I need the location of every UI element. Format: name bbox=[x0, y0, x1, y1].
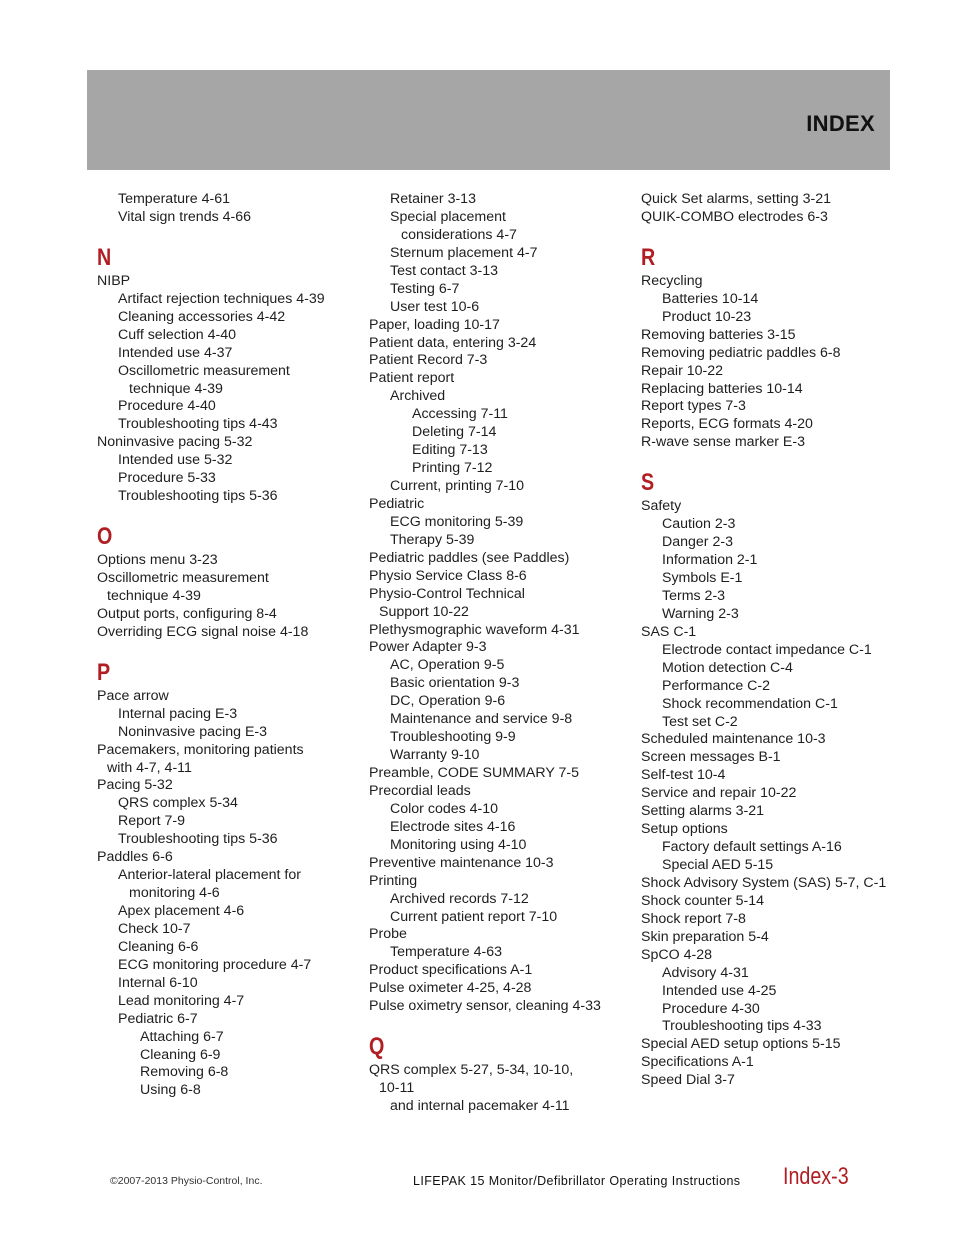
index-entry: Pace arrow bbox=[97, 687, 169, 704]
index-subentry: Warning 2-3 bbox=[662, 605, 739, 622]
index-entry: Repair 10-22 bbox=[641, 362, 724, 379]
footer-copyright: ©2007-2013 Physio-Control, Inc. bbox=[110, 1175, 263, 1187]
index-entry: Patient Record 7-3 bbox=[369, 352, 488, 369]
index-subentry: Terms 2-3 bbox=[662, 587, 726, 604]
index-subentry: Special placement bbox=[390, 208, 506, 225]
index-entry: Screen messages B-1 bbox=[641, 749, 781, 766]
index-subentry: technique 4-39 bbox=[129, 380, 223, 397]
index-entry: Output ports, configuring 8-4 bbox=[97, 605, 277, 622]
index-subentry: Troubleshooting tips 4-33 bbox=[662, 1018, 822, 1035]
index-subentry: Product 10-23 bbox=[662, 308, 752, 325]
index-subentry: Electrode sites 4-16 bbox=[390, 818, 516, 835]
index-subentry: Temperature 4-61 bbox=[118, 191, 230, 207]
index-subentry: Therapy 5-39 bbox=[390, 531, 475, 548]
index-subentry: Archived records 7-12 bbox=[390, 890, 529, 907]
index-entry: Plethysmographic waveform 4-31 bbox=[369, 621, 580, 638]
footer-document-title: LIFEPAK 15 Monitor/Defibrillator Operating Instructions bbox=[413, 1174, 741, 1188]
index-subentry: Information 2-1 bbox=[662, 552, 758, 569]
index-subentry: Anterior-lateral placement for bbox=[118, 867, 301, 884]
index-subentry: Internal 6-10 bbox=[118, 974, 198, 991]
index-subentry: Temperature 4-63 bbox=[390, 944, 502, 961]
index-subentry: Motion detection C-4 bbox=[662, 659, 793, 676]
index-entry: Report types 7-3 bbox=[641, 398, 746, 415]
index-subentry: Procedure 4-40 bbox=[118, 398, 216, 415]
index-entry: Scheduled maintenance 10-3 bbox=[641, 731, 826, 748]
index-subentry: Current patient report 7-10 bbox=[390, 908, 558, 925]
index-entry: Shock Advisory System (SAS) 5-7, C-1 bbox=[641, 874, 887, 891]
index-subentry: Sternum placement 4-7 bbox=[390, 244, 538, 261]
index-entry: Speed Dial 3-7 bbox=[641, 1072, 735, 1089]
index-subentry: Pediatric 6-7 bbox=[118, 1010, 198, 1027]
index-subentry: Oscillometric measurement bbox=[118, 362, 290, 379]
index-subentry: Intended use 5-32 bbox=[118, 452, 233, 469]
index-entry: Pediatric paddles (see Paddles) bbox=[369, 549, 570, 566]
index-subentry: Warranty 9-10 bbox=[390, 747, 480, 764]
index-entry: Shock report 7-8 bbox=[641, 910, 746, 927]
index-entry: Recycling bbox=[641, 272, 703, 289]
index-entry: Self-test 10-4 bbox=[641, 767, 726, 784]
index-subentry: Danger 2-3 bbox=[662, 534, 733, 551]
index-entry: Pacing 5-32 bbox=[97, 777, 173, 794]
index-subentry: Check 10-7 bbox=[118, 920, 191, 937]
section-letter: N bbox=[97, 243, 112, 271]
index-entry: SpCO 4-28 bbox=[641, 946, 712, 963]
index-entry: Oscillometric measurement bbox=[97, 570, 269, 586]
index-subentry: monitoring 4-6 bbox=[129, 885, 220, 902]
index-subentry: Monitoring using 4-10 bbox=[390, 836, 527, 853]
index-subentry: Removing 6-8 bbox=[140, 1064, 229, 1081]
index-entry: Setup options bbox=[641, 821, 728, 838]
index-subentry: Retainer 3-13 bbox=[390, 191, 476, 207]
index-entry: Removing batteries 3-15 bbox=[641, 326, 796, 343]
index-subentry: Special AED 5-15 bbox=[662, 857, 774, 873]
index-entry: Quick Set alarms, setting 3-21 bbox=[641, 191, 832, 207]
index-subentry: Apex placement 4-6 bbox=[118, 903, 245, 919]
index-subentry: Archived bbox=[390, 388, 446, 405]
index-entry: Printing bbox=[369, 872, 418, 889]
index-subentry: Current, printing 7-10 bbox=[390, 478, 525, 494]
index-column-2 bbox=[369, 191, 634, 1116]
index-entry: Physio-Control Technical bbox=[369, 585, 525, 602]
index-subentry: Report 7-9 bbox=[118, 813, 186, 830]
index-entry: Precordial leads bbox=[369, 782, 471, 799]
index-entry: Skin preparation 5-4 bbox=[641, 928, 769, 945]
index-entry: QUIK-COMBO electrodes 6-3 bbox=[641, 208, 828, 225]
index-entry: Removing pediatric paddles 6-8 bbox=[641, 344, 841, 361]
index-subentry: Cleaning accessories 4-42 bbox=[118, 308, 286, 325]
index-column-1 bbox=[97, 191, 362, 1100]
index-subentry: 10-11 bbox=[379, 1080, 415, 1097]
index-subentry: Troubleshooting tips 5-36 bbox=[118, 831, 278, 848]
index-subentry: Procedure 5-33 bbox=[118, 470, 216, 487]
index-subentry: Internal pacing E-3 bbox=[118, 705, 238, 722]
index-subentry: Shock recommendation C-1 bbox=[662, 695, 838, 712]
index-entry: Probe bbox=[369, 926, 407, 943]
index-entry: Options menu 3-23 bbox=[97, 552, 218, 569]
index-entry: Pulse oximetry sensor, cleaning 4-33 bbox=[369, 998, 601, 1015]
section-letter: O bbox=[97, 523, 113, 551]
index-subentry: Lead monitoring 4-7 bbox=[118, 992, 245, 1009]
index-subentry: Printing 7-12 bbox=[412, 460, 493, 477]
index-subentry: Test set C-2 bbox=[662, 713, 738, 730]
index-entry: Paper, loading 10-17 bbox=[369, 316, 500, 333]
index-subentry: Attaching 6-7 bbox=[140, 1028, 224, 1045]
index-entry: Shock counter 5-14 bbox=[641, 892, 765, 909]
index-subentry: Cleaning 6-6 bbox=[118, 938, 199, 955]
index-subentry: Using 6-8 bbox=[140, 1082, 201, 1099]
index-subentry: Testing 6-7 bbox=[390, 280, 460, 297]
index-subentry: with 4-7, 4-11 bbox=[107, 759, 192, 776]
index-subentry: considerations 4-7 bbox=[401, 226, 517, 243]
section-letter: R bbox=[641, 243, 656, 271]
index-subentry: Accessing 7-11 bbox=[412, 406, 508, 423]
index-entry: Setting alarms 3-21 bbox=[641, 803, 765, 820]
index-entry: Preamble, CODE SUMMARY 7-5 bbox=[369, 765, 579, 781]
index-subentry: QRS complex 5-34 bbox=[118, 795, 238, 812]
index-subentry: Electrode contact impedance C-1 bbox=[662, 641, 872, 658]
index-subentry: technique 4-39 bbox=[107, 587, 201, 604]
index-entry: Physio Service Class 8-6 bbox=[369, 567, 527, 584]
index-subentry: ECG monitoring procedure 4-7 bbox=[118, 956, 312, 973]
index-entry: Noninvasive pacing 5-32 bbox=[97, 434, 253, 451]
index-entry: Power Adapter 9-3 bbox=[369, 639, 487, 656]
index-subentry: Symbols E-1 bbox=[662, 570, 743, 586]
section-letter: S bbox=[641, 469, 655, 497]
index-entry: Patient report bbox=[369, 370, 455, 387]
index-entry: Paddles 6-6 bbox=[97, 849, 173, 866]
index-subentry: Cleaning 6-9 bbox=[140, 1046, 221, 1063]
index-subentry: DC, Operation 9-6 bbox=[390, 693, 506, 710]
section-letter: Q bbox=[369, 1033, 385, 1061]
index-subentry: Batteries 10-14 bbox=[662, 290, 759, 307]
index-subentry: Maintenance and service 9-8 bbox=[390, 711, 573, 728]
index-subentry: Cuff selection 4-40 bbox=[118, 326, 237, 343]
page-title: INDEX bbox=[806, 111, 875, 136]
index-subentry: Editing 7-13 bbox=[412, 442, 488, 459]
index-subentry: Basic orientation 9-3 bbox=[390, 675, 520, 692]
index-entry: Reports, ECG formats 4-20 bbox=[641, 416, 813, 433]
index-entry: SAS C-1 bbox=[641, 623, 697, 640]
index-entry: Safety bbox=[641, 498, 682, 515]
index-subentry: User test 10-6 bbox=[390, 298, 480, 315]
index-entry: Service and repair 10-22 bbox=[641, 785, 797, 802]
index-entry: Preventive maintenance 10-3 bbox=[369, 854, 554, 871]
index-subentry: AC, Operation 9-5 bbox=[390, 657, 505, 674]
index-subentry: ECG monitoring 5-39 bbox=[390, 513, 524, 530]
index-subentry: Advisory 4-31 bbox=[662, 964, 749, 981]
index-entry: Special AED setup options 5-15 bbox=[641, 1036, 841, 1053]
index-subentry: Troubleshooting tips 5-36 bbox=[118, 488, 278, 505]
section-letter: P bbox=[97, 658, 111, 686]
index-subentry: Performance C-2 bbox=[662, 677, 771, 694]
index-subentry: Procedure 4-30 bbox=[662, 1000, 760, 1017]
index-entry: Pacemakers, monitoring patients bbox=[97, 741, 304, 758]
index-entry: Product specifications A-1 bbox=[369, 962, 533, 979]
index-subentry: Test contact 3-13 bbox=[390, 262, 499, 279]
index-subentry: Artifact rejection techniques 4-39 bbox=[118, 290, 325, 307]
footer-page-number: Index-3 bbox=[783, 1163, 849, 1190]
index-entry: QRS complex 5-27, 5-34, 10-10, bbox=[369, 1062, 574, 1079]
index-subentry: Troubleshooting 9-9 bbox=[390, 729, 516, 746]
index-entry: Specifications A-1 bbox=[641, 1054, 754, 1071]
index-entry: NIBP bbox=[97, 272, 131, 289]
index-entry: Overriding ECG signal noise 4-18 bbox=[97, 623, 309, 640]
index-entry: Patient data, entering 3-24 bbox=[369, 334, 537, 351]
index-entry: Pulse oximeter 4-25, 4-28 bbox=[369, 980, 532, 997]
index-subentry: Factory default settings A-16 bbox=[662, 839, 842, 856]
index-subentry: Intended use 4-37 bbox=[118, 344, 233, 361]
index-subentry: Noninvasive pacing E-3 bbox=[118, 723, 268, 740]
index-subentry: Intended use 4-25 bbox=[662, 982, 777, 999]
index-subentry: Caution 2-3 bbox=[662, 516, 736, 533]
index-subentry: and internal pacemaker 4-11 bbox=[390, 1098, 570, 1114]
index-column-3 bbox=[641, 191, 906, 1090]
index-subentry: Color codes 4-10 bbox=[390, 800, 499, 817]
index-subentry: Vital sign trends 4-66 bbox=[118, 208, 252, 225]
index-entry: Replacing batteries 10-14 bbox=[641, 380, 803, 397]
index-subentry: Troubleshooting tips 4-43 bbox=[118, 416, 278, 433]
header-band bbox=[87, 70, 890, 170]
index-subentry: Support 10-22 bbox=[379, 603, 469, 620]
index-entry: R-wave sense marker E-3 bbox=[641, 434, 805, 451]
index-subentry: Deleting 7-14 bbox=[412, 424, 497, 441]
index-entry: Pediatric bbox=[369, 495, 425, 512]
